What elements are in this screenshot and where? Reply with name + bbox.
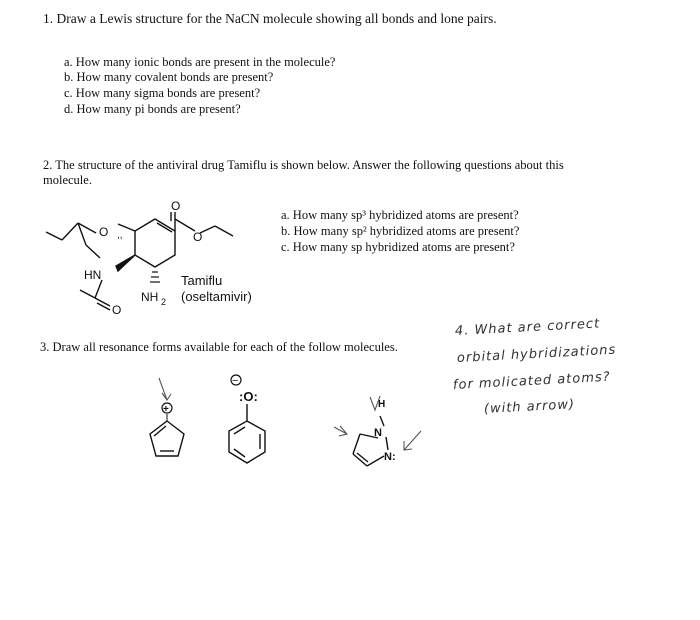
q1-prompt: 1. Draw a Lewis structure for the NaCN molecule showing all bonds and lone pairs. (43, 11, 497, 26)
q2-sub-c: c. How many sp hybridized atoms are present? (281, 240, 515, 254)
imidazole (353, 416, 388, 466)
tamiflu-ether-o: O (99, 225, 109, 239)
tamiflu-nh2-subscript: 2 (161, 297, 167, 307)
q1-sub-d: d. How many pi bonds are present? (64, 102, 241, 116)
tamiflu-ester-o: O (193, 230, 203, 244)
tamiflu-carbonyl-o: O (171, 199, 181, 213)
q4-handwritten-line1: 4. What are correct (454, 316, 601, 339)
q2-sub-b: b. How many sp² hybridized atoms are present? (281, 224, 520, 238)
q1-sub-a: a. How many ionic bonds are present in the molecule? (64, 55, 336, 69)
tamiflu-nh2-label: NH (141, 290, 159, 304)
q4-handwritten-line2: orbital hybridizations (456, 342, 617, 366)
q4-handwritten-line3: for molicated atoms? (452, 369, 611, 393)
svg-text:,,: ,, (117, 230, 123, 241)
imidazole-n2-label: N: (384, 451, 396, 463)
imidazole-n1-label: N (374, 427, 382, 439)
tamiflu-name-oseltamivir: (oseltamivir) (181, 289, 252, 304)
tamiflu-name: Tamiflu (181, 273, 223, 288)
q1-sub-c: c. How many sigma bonds are present? (64, 86, 261, 100)
imidazole-h-label: H (378, 399, 386, 410)
tamiflu-amide-o: O (112, 303, 122, 317)
q3-prompt: 3. Draw all resonance forms available for each of the follow molecules. (40, 340, 398, 354)
phenoxide-oxygen-label: :O: (239, 389, 258, 404)
q2-prompt-line1: 2. The structure of the antiviral drug Tamiflu is shown below. Answer the following questions about this (43, 158, 564, 172)
phenoxide-minus-label: − (232, 375, 239, 387)
arrow-n2-icon (404, 431, 421, 450)
q2-prompt-line2: molecule. (43, 173, 92, 187)
cation-plus-label: + (163, 404, 169, 415)
tamiflu-hn-label: HN (84, 268, 102, 282)
q2-sub-a: a. How many sp³ hybridized atoms are present? (281, 208, 519, 222)
arrow-ring-icon (334, 426, 347, 436)
q4-handwritten-line4: (with arrow) (483, 397, 576, 417)
q1-sub-b: b. How many covalent bonds are present? (64, 70, 274, 84)
arrow-cation-icon (159, 378, 171, 400)
